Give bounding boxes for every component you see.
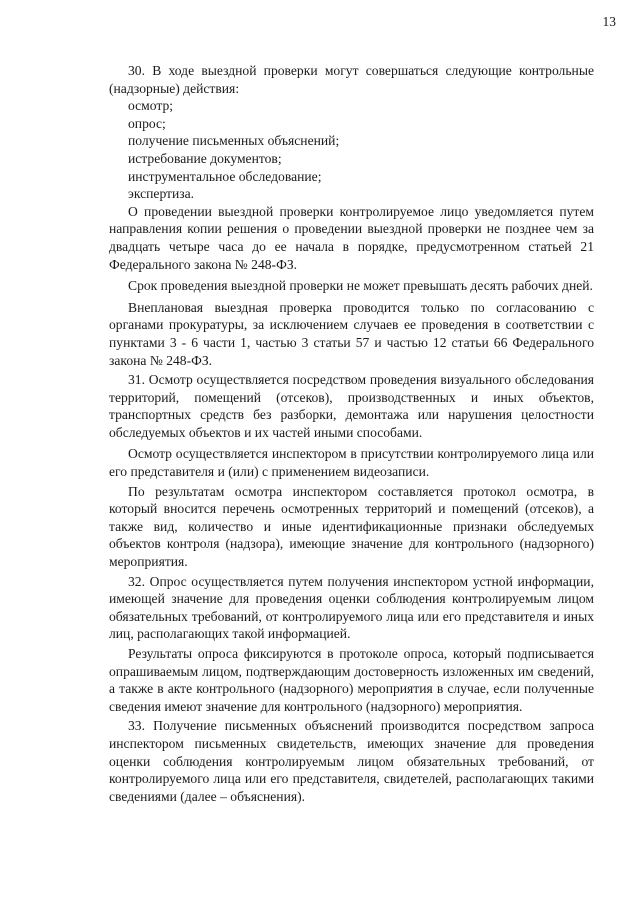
list-item-survey: опрос; (128, 115, 166, 131)
list-item-instrumental-examination: инструментальное обследование; (128, 168, 322, 184)
paragraph-inspection-presence: Осмотр осуществляется инспектором в присутствии контролируемого лица или его представителя и (или) с применением видеозаписи. (109, 446, 594, 480)
paragraph-duration: Срок проведения выездной проверки не может превышать десять рабочих дней. (128, 278, 593, 294)
list-item-document-request: истребование документов; (128, 150, 282, 166)
paragraph-item-33: 33. Получение письменных объяснений производится посредством запроса инспектором письменных свидетельств, имеющих значение для проведения оценки соблюдения контролируемым лицом обязательных требований, от контролируемого лица или его представителя, свидетелей, располагающих такими сведениями (далее – объяснения). (109, 718, 594, 804)
list-item-written-explanations: получение письменных объяснений; (128, 133, 340, 149)
paragraph-item-30: 30. В ходе выездной проверки могут совершаться следующие контрольные (надзорные) действия: (109, 63, 594, 96)
paragraph-item-31: 31. Осмотр осуществляется посредством проведения визуального обследования территорий, помещений (отсеков), производственных и иных объектов, транспортных средств без разборки, демонтажа или нарушения целостности обследуемых объектов и их частей иными способами. (109, 372, 594, 440)
list-item-expertise: экспертиза. (128, 186, 195, 202)
paragraph-inspection-protocol: По результатам осмотра инспектором составляется протокол осмотра, в который вносится перечень осмотренных территорий и помещений (отсеков), а также вид, количество и иные идентификационные признаки обследуемых объектов контроля (надзора), имеющие значение для контрольного (надзорного) мероприятия. (109, 483, 594, 570)
paragraph-item-32: 32. Опрос осуществляется путем получения инспектором устной информации, имеющей значение для проведения оценки соблюдения контролируемым лицом обязательных требований, от контролируемого лица или его представителя и иных лиц, располагающих такой информацией. (109, 573, 594, 642)
paragraph-notification: О проведении выездной проверки контролируемое лицо уведомляется путем направления копии решения о проведении выездной проверки не позднее чем за двадцать четыре часа до ее начала в порядке, предусмотренном статьей 21 Федерального закона № 248-ФЗ. (109, 203, 594, 272)
document-body (109, 62, 594, 805)
page-number: 13 (602, 14, 616, 29)
list-item-inspection: осмотр; (128, 98, 174, 114)
paragraph-survey-results: Результаты опроса фиксируются в протоколе опроса, который подписывается опрашиваемым лицом, подтверждающим достоверность изложенных им сведений, а также в акте контрольного (надзорного) мероприятия в случае, если полученные сведения имеют значение для контрольного (надзорного) мероприятия. (109, 646, 594, 714)
paragraph-unscheduled-inspection: Внеплановая выездная проверка проводится только по согласованию с органами прокуратуры, за исключением случаев ее проведения в соответствии с пунктами 3 - 6 части 1, частью 3 статьи 57 и частью 12 статьи 66 Федерального закона № 248-ФЗ. (109, 299, 594, 368)
